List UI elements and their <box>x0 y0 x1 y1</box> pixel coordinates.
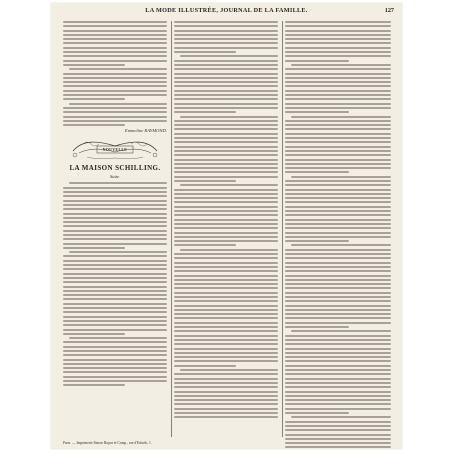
text-line <box>285 343 391 345</box>
story-subtitle: Suite. <box>110 174 120 180</box>
text-line <box>63 204 167 206</box>
text-line <box>285 51 391 53</box>
text-line <box>63 354 167 356</box>
text-line <box>63 77 167 79</box>
text-line <box>63 21 167 23</box>
text-line <box>63 307 167 309</box>
text-line <box>63 34 167 36</box>
text-line <box>285 60 349 62</box>
text-line <box>285 339 391 341</box>
section-vignette <box>69 137 161 161</box>
text-line <box>285 369 391 371</box>
text-line <box>285 266 391 268</box>
text-line <box>174 42 278 44</box>
text-line <box>63 55 167 57</box>
text-line <box>174 163 278 165</box>
text-line <box>63 47 167 49</box>
text-line <box>63 311 167 313</box>
text-line <box>63 98 125 100</box>
text-line <box>174 206 278 208</box>
text-line <box>63 116 167 118</box>
text-line <box>180 116 278 118</box>
text-line <box>63 221 167 223</box>
text-line <box>63 350 167 352</box>
text-line <box>285 403 391 405</box>
text-line <box>291 116 391 118</box>
text-line <box>174 214 278 216</box>
text-line <box>174 73 278 75</box>
text-line <box>285 262 391 264</box>
text-line <box>174 378 278 380</box>
text-line <box>285 167 391 169</box>
text-line <box>63 217 167 219</box>
text-line <box>174 339 278 341</box>
text-line <box>63 268 167 270</box>
text-line <box>174 98 278 100</box>
text-line <box>180 184 278 186</box>
text-line <box>285 279 391 281</box>
text-line <box>174 77 278 79</box>
text-line <box>174 360 278 362</box>
text-line <box>174 34 278 36</box>
text-line <box>285 193 391 195</box>
text-line <box>285 356 391 358</box>
text-line <box>174 21 278 23</box>
text-line <box>285 197 391 199</box>
text-line <box>174 133 278 135</box>
text-line <box>174 81 278 83</box>
text-line <box>285 141 391 143</box>
text-line <box>174 107 278 109</box>
text-line <box>285 335 391 337</box>
text-line <box>285 395 391 397</box>
text-line <box>285 378 391 380</box>
text-line <box>285 386 391 388</box>
text-line <box>285 446 391 448</box>
text-line <box>174 305 278 307</box>
text-line <box>63 384 125 386</box>
text-line <box>285 124 391 126</box>
text-line <box>174 25 278 27</box>
text-line <box>174 335 278 337</box>
text-line <box>285 326 349 328</box>
text-line <box>63 230 167 232</box>
text-line <box>285 85 391 87</box>
text-line <box>174 279 278 281</box>
text-line <box>285 275 391 277</box>
text-line <box>285 227 391 229</box>
text-line <box>63 120 167 122</box>
column-3 <box>285 21 391 437</box>
text-line <box>174 395 278 397</box>
text-line <box>285 146 391 148</box>
text-line <box>174 189 278 191</box>
text-line <box>285 240 349 242</box>
text-line <box>174 296 278 298</box>
text-line <box>285 150 391 152</box>
text-line <box>174 262 278 264</box>
text-line <box>63 260 167 262</box>
text-line <box>285 210 391 212</box>
text-line <box>285 38 391 40</box>
column-divider <box>171 21 172 437</box>
text-line <box>285 223 391 225</box>
story-text-block <box>63 182 167 386</box>
text-line <box>285 296 391 298</box>
text-line <box>285 180 391 182</box>
text-line <box>63 376 167 378</box>
text-line <box>174 94 278 96</box>
text-line <box>285 425 391 427</box>
text-line <box>174 197 278 199</box>
text-line <box>63 255 167 257</box>
text-line <box>174 120 278 122</box>
text-line <box>174 322 278 324</box>
text-line <box>63 195 167 197</box>
text-line <box>63 208 167 210</box>
text-line <box>174 275 278 277</box>
text-line <box>285 219 391 221</box>
text-line <box>285 184 391 186</box>
text-line <box>174 365 236 367</box>
text-line <box>285 270 391 272</box>
text-line <box>285 300 391 302</box>
text-line <box>285 133 391 135</box>
text-line <box>63 324 167 326</box>
text-line <box>285 322 391 324</box>
text-line <box>174 403 278 405</box>
text-line <box>69 337 167 339</box>
text-line <box>174 111 236 113</box>
text-line <box>174 382 278 384</box>
text-line <box>63 30 167 32</box>
text-line <box>285 103 391 105</box>
text-line <box>285 287 391 289</box>
text-line <box>285 412 349 414</box>
text-line <box>174 283 278 285</box>
text-line <box>174 193 278 195</box>
text-line <box>285 90 391 92</box>
text-line <box>63 107 167 109</box>
text-line <box>285 42 391 44</box>
text-line <box>174 236 278 238</box>
text-line <box>63 187 167 189</box>
text-line <box>285 34 391 36</box>
text-line <box>63 341 167 343</box>
text-line <box>63 277 167 279</box>
text-line <box>174 266 278 268</box>
text-line <box>174 408 278 410</box>
text-line <box>285 25 391 27</box>
text-line <box>174 68 278 70</box>
text-line <box>174 270 278 272</box>
text-line <box>69 103 167 105</box>
text-line <box>69 251 167 253</box>
text-line <box>63 247 125 249</box>
text-line <box>285 47 391 49</box>
text-line <box>174 232 278 234</box>
text-line <box>174 146 278 148</box>
text-line <box>174 399 278 401</box>
text-line <box>285 365 391 367</box>
text-line <box>63 213 167 215</box>
text-line <box>63 85 167 87</box>
text-line <box>174 309 278 311</box>
text-line <box>285 434 391 436</box>
text-line <box>285 292 391 294</box>
text-line <box>174 257 278 259</box>
text-line <box>174 223 278 225</box>
running-title: LA MODE ILLUSTRÉE, JOURNAL DE LA FAMILLE. <box>145 7 308 14</box>
text-line <box>174 150 278 152</box>
text-line <box>174 201 278 203</box>
text-line <box>285 73 391 75</box>
text-line <box>285 128 391 130</box>
text-line <box>174 253 278 255</box>
magazine-page <box>51 3 402 449</box>
text-line <box>174 30 278 32</box>
printer-imprint: Paris. — Imprimerie Simon Raçon et Comp., rue d'Erfurth, 1. <box>63 441 152 445</box>
text-line <box>174 227 278 229</box>
text-line <box>174 348 278 350</box>
text-line <box>180 369 278 371</box>
text-line <box>285 305 391 307</box>
text-line <box>285 201 391 203</box>
author-signature: Emmeline RAYMOND. <box>124 128 167 134</box>
text-line <box>285 154 391 156</box>
text-line <box>63 73 167 75</box>
text-line <box>285 98 391 100</box>
text-line <box>174 330 278 332</box>
text-line <box>174 85 278 87</box>
text-line <box>174 356 278 358</box>
text-line <box>174 47 278 49</box>
text-line <box>174 124 278 126</box>
text-line <box>291 330 391 332</box>
text-line <box>174 287 278 289</box>
text-line <box>285 360 391 362</box>
text-line <box>285 137 391 139</box>
text-line <box>285 68 391 70</box>
column-1 <box>63 21 167 437</box>
text-line <box>285 107 391 109</box>
text-line <box>285 214 391 216</box>
text-line <box>285 253 391 255</box>
text-line <box>174 326 278 328</box>
text-line <box>291 176 391 178</box>
text-line <box>174 343 278 345</box>
text-line <box>63 64 125 66</box>
text-line <box>63 316 167 318</box>
text-line <box>63 363 167 365</box>
text-line <box>63 294 167 296</box>
story-title: LA MAISON SCHILLING. <box>69 164 161 173</box>
text-line <box>285 382 391 384</box>
text-line <box>174 386 278 388</box>
text-line <box>291 244 391 246</box>
text-line <box>285 94 391 96</box>
text-line <box>63 81 167 83</box>
text-line <box>285 206 391 208</box>
text-line <box>174 313 278 315</box>
text-line <box>174 292 278 294</box>
text-line <box>174 240 278 242</box>
text-line <box>174 171 278 173</box>
text-line <box>63 281 167 283</box>
text-line <box>174 416 278 418</box>
text-line <box>174 244 236 246</box>
text-line <box>285 352 391 354</box>
body-text-block <box>285 21 391 449</box>
text-line <box>174 90 278 92</box>
text-line <box>174 159 278 161</box>
body-text-block <box>63 21 167 126</box>
text-line <box>63 298 167 300</box>
text-line <box>174 180 236 182</box>
text-line <box>285 309 391 311</box>
text-line <box>180 249 278 251</box>
text-line <box>174 60 278 62</box>
text-line <box>174 373 278 375</box>
text-line <box>63 346 167 348</box>
text-line <box>285 399 391 401</box>
text-line <box>174 176 278 178</box>
vignette-label: NOUVELLE <box>102 148 128 153</box>
text-line <box>63 51 167 53</box>
text-line <box>69 68 167 70</box>
body-text-block <box>174 21 278 418</box>
text-line <box>174 210 278 212</box>
text-line <box>174 137 278 139</box>
text-line <box>63 111 167 113</box>
text-line <box>285 442 391 444</box>
text-line <box>180 55 278 57</box>
text-line <box>63 225 167 227</box>
text-line <box>63 264 167 266</box>
text-line <box>63 329 167 331</box>
text-line <box>174 167 278 169</box>
text-line <box>63 200 167 202</box>
text-line <box>285 317 391 319</box>
text-line <box>174 300 278 302</box>
text-line <box>285 30 391 32</box>
text-line <box>63 25 167 27</box>
text-line <box>63 191 167 193</box>
text-line <box>63 273 167 275</box>
text-line <box>285 111 349 113</box>
text-line <box>285 249 391 251</box>
text-line <box>285 429 391 431</box>
column-divider <box>282 21 283 437</box>
text-line <box>285 283 391 285</box>
text-line <box>63 320 167 322</box>
text-line <box>174 412 278 414</box>
text-line <box>285 163 391 165</box>
text-line <box>63 380 167 382</box>
text-line <box>174 64 278 66</box>
text-line <box>285 313 391 315</box>
text-line <box>63 286 167 288</box>
text-line <box>285 391 391 393</box>
text-line <box>63 303 167 305</box>
text-line <box>285 348 391 350</box>
text-line <box>63 238 167 240</box>
text-line <box>285 77 391 79</box>
text-line <box>63 38 167 40</box>
text-line <box>285 232 391 234</box>
text-line <box>174 51 236 53</box>
text-line <box>291 416 391 418</box>
text-line <box>285 21 391 23</box>
text-line <box>285 171 349 173</box>
text-line <box>63 359 167 361</box>
text-line <box>291 64 391 66</box>
text-line <box>285 159 391 161</box>
text-line <box>285 438 391 440</box>
text-line <box>285 408 391 410</box>
text-line <box>285 257 391 259</box>
text-line <box>174 38 278 40</box>
text-line <box>63 42 167 44</box>
text-line <box>174 141 278 143</box>
text-line <box>285 421 391 423</box>
text-line <box>63 367 167 369</box>
text-line <box>174 128 278 130</box>
page-header <box>51 7 402 17</box>
text-line <box>285 236 391 238</box>
text-line <box>63 124 125 126</box>
text-line <box>285 373 391 375</box>
text-line <box>285 189 391 191</box>
text-line <box>63 94 167 96</box>
text-line <box>174 154 278 156</box>
text-line <box>285 55 391 57</box>
column-2 <box>174 21 278 437</box>
text-line <box>285 120 391 122</box>
text-line <box>63 371 167 373</box>
text-line <box>174 391 278 393</box>
text-line <box>174 352 278 354</box>
text-line <box>63 290 167 292</box>
text-line <box>63 243 167 245</box>
text-line <box>69 182 167 184</box>
text-line <box>63 333 125 335</box>
text-line <box>174 103 278 105</box>
text-line <box>63 234 167 236</box>
text-line <box>285 81 391 83</box>
text-line <box>63 90 167 92</box>
text-line <box>63 60 167 62</box>
text-line <box>174 219 278 221</box>
page-number: 127 <box>384 7 394 14</box>
text-line <box>174 317 278 319</box>
